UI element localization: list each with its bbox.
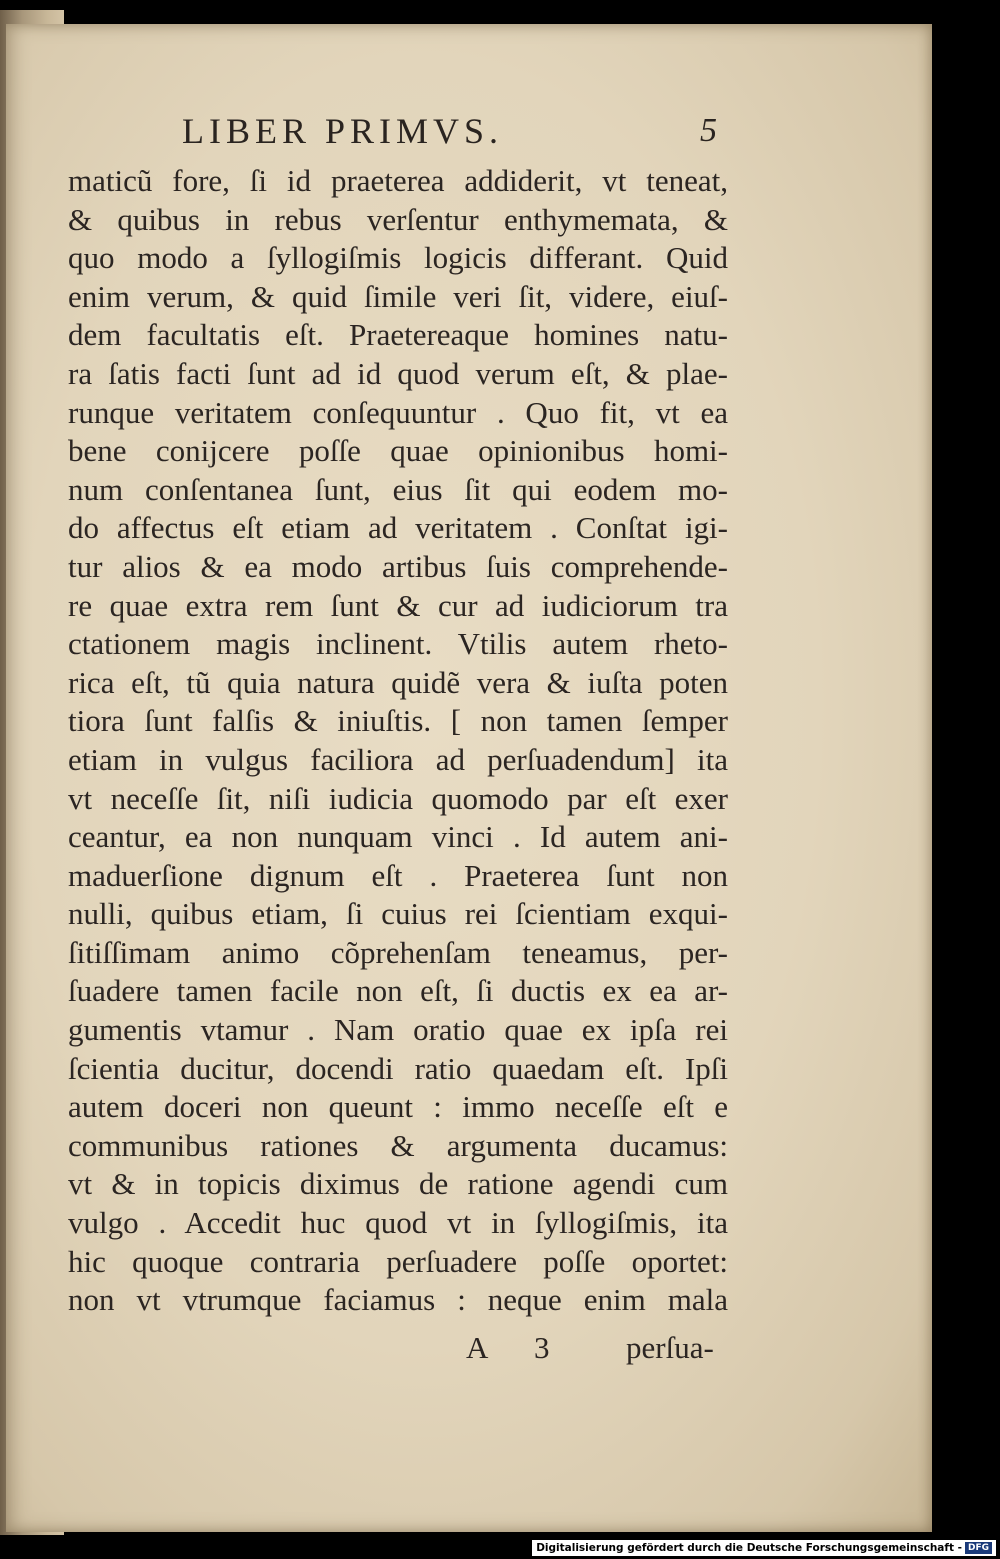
text-line: enim verum, & quid ſimile veri ſit, videre, eiuſ- (68, 278, 728, 314)
funding-credit (532, 1540, 996, 1556)
text-line: autem doceri non queunt : immo neceſſe eſt e (68, 1089, 728, 1125)
text-line: communibus rationes & argumenta ducamus: (68, 1127, 728, 1163)
catchword: perſua- (626, 1330, 714, 1365)
funding-credit-text: Digitalisierung gefördert durch die Deutsche Forschungsgemeinschaft - (536, 1542, 962, 1554)
text-line: dem facultatis eſt. Praetereaque homines natu- (68, 317, 728, 353)
text-line: num conſentanea ſunt, eius ſit qui eodem mo- (68, 471, 728, 507)
text-line: tur alios & ea modo artibus ſuis comprehende- (68, 548, 728, 584)
text-line: maticũ fore, ſi id praeterea addiderit, vt teneat, (68, 163, 728, 198)
text-line: quo modo a ſyllogiſmis logicis differant. Quid (68, 240, 728, 276)
text-line: ctationem magis inclinent. Vtilis autem rheto- (68, 626, 728, 662)
text-line: vt neceſſe ſit, niſi iudicia quomodo par eſt exer (68, 780, 728, 816)
body-text (68, 162, 738, 1320)
signature-number: 3 (534, 1330, 550, 1365)
text-line: ſcientia ducitur, docendi ratio quaedam eſt. Ipſi (68, 1050, 728, 1086)
catchline (462, 1330, 732, 1370)
running-head: LIBER PRIMVS. (182, 111, 504, 151)
text-line: etiam in vulgus faciliora ad perſuadendum] ita (68, 741, 728, 777)
text-line: gumentis vtamur . Nam oratio quae ex ipſa rei (68, 1012, 728, 1048)
text-line: nulli, quibus etiam, ſi cuius rei ſcientiam exqui- (68, 896, 728, 932)
signature-mark: A (466, 1330, 489, 1365)
text-line: maduerſione dignum eſt . Praeterea ſunt non (68, 857, 728, 893)
text-line: ſitiſſimam animo cõprehenſam teneamus, per- (68, 934, 728, 970)
dfg-logo: DFG (965, 1542, 992, 1554)
text-line: rica eſt, tũ quia natura quidẽ vera & iuſta poten (68, 664, 728, 700)
text-line: tiora ſunt falſis & iniuſtis. [ non tamen ſemper (68, 703, 728, 739)
text-line: vt & in topicis diximus de ratione agendi cum (68, 1166, 728, 1202)
text-line: & quibus in rebus verſentur enthymemata, & (68, 201, 728, 237)
text-line: ceantur, ea non nunquam vinci . Id autem ani- (68, 819, 728, 855)
text-line: re quae extra rem ſunt & cur ad iudiciorum tra (68, 587, 728, 623)
text-line: runque veritatem conſequuntur . Quo fit, vt ea (68, 394, 728, 430)
text-line: do affectus eſt etiam ad veritatem . Conſtat igi- (68, 510, 728, 546)
text-line: non vt vtrumque faciamus : neque enim mala (68, 1282, 728, 1318)
text-line: ſuadere tamen facile non eſt, ſi ductis ex ea ar- (68, 973, 728, 1009)
page-number: 5 (700, 112, 717, 149)
text-line: vulgo . Accedit huc quod vt in ſyllogiſmis, ita (68, 1205, 728, 1241)
text-line: hic quoque contraria perſuadere poſſe oportet: (68, 1243, 728, 1279)
text-line: ra ſatis facti ſunt ad id quod verum eſt, & plae- (68, 355, 728, 391)
text-line: bene conijcere poſſe quae opinionibus homi- (68, 433, 728, 469)
